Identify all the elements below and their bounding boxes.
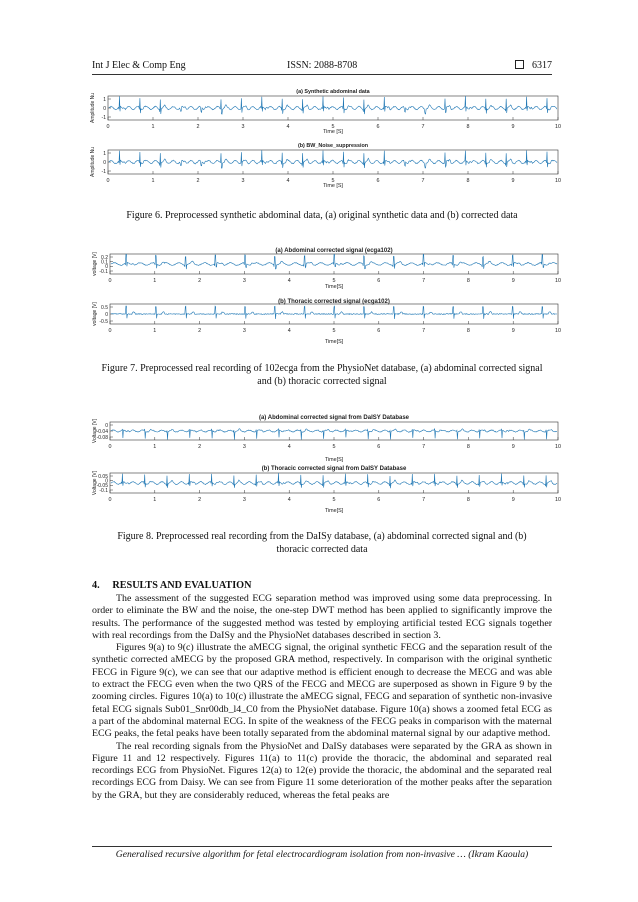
x-tick-label: 5 [332,444,336,450]
x-axis-label: Time[S] [324,339,344,345]
x-tick-label: 2 [198,278,202,284]
y-tick-label: -0.05 [96,483,108,490]
y-tick-label: 0 [105,264,108,271]
x-tick-label: 9 [511,278,515,284]
x-tick-label: 2 [198,497,202,503]
y-tick-label: -0.04 [96,428,108,435]
x-tick-label: 0 [108,278,112,284]
x-tick-label: 4 [287,328,291,334]
y-tick-label: 0 [103,159,106,166]
header-rule [92,74,552,75]
panel-a [90,89,561,135]
x-tick-label: 1 [153,328,157,334]
x-tick-label: 0 [106,178,110,184]
y-tick-label: 0.2 [101,254,108,261]
x-tick-label: 5 [331,178,335,184]
y-tick-label: 0 [105,478,108,485]
panel-title: (a) Synthetic abdominal data [296,89,370,95]
paragraph-1: The assessment of the suggested ECG separation method was improved using some data preprocessing. In order to eliminate the BW and the noise, the one-step DWT method has been applied to significantly improve the results. The performance of the suggested method was tested by employing artificial tested ECG signals together with real recordings from the DaISy and the PhysioNet databases described in section 3. [92,593,552,641]
section-title: RESULTS AND EVALUATION [112,580,252,591]
x-tick-label: 8 [466,444,470,450]
panel-b [92,299,561,345]
signal-line [111,473,557,488]
x-axis-label: Time [S] [323,129,343,135]
issn: ISSN: 2088-8708 [287,60,358,71]
figure-8-chart [86,408,562,512]
panel-b [92,466,561,514]
panel-title: (a) Abdominal corrected signal (ecga102) [275,248,393,254]
x-tick-label: 10 [555,124,561,130]
panel-b [90,143,561,189]
checkbox-square-icon [515,60,524,69]
x-tick-label: 4 [287,278,291,284]
x-tick-label: 1 [153,444,157,450]
x-tick-label: 7 [421,178,425,184]
x-tick-label: 8 [466,278,470,284]
figure-7-chart [86,244,562,344]
x-tick-label: 6 [377,328,381,334]
x-tick-label: 1 [151,124,155,130]
panel-a [92,415,561,463]
x-tick-label: 10 [555,328,561,334]
x-axis-label: Time[S] [324,284,344,290]
signal-line [109,96,557,114]
x-tick-label: 4 [286,178,290,184]
y-tick-label: -1 [101,168,106,175]
y-axis-label: Voltage [V] [92,470,98,496]
x-tick-label: 3 [241,124,245,130]
paragraph-3: The real recording signals from the PhysioNet and DaISy databases were separated by the GRA as shown in Figure 11 and 12 respectively. Figures 11(a) to 11(c) provide the thoracic, the abdominal and separated real recordings ECG from PhysioNet. Figures 12(a) to 12(e) provide the thoracic, the abdominal and the separated real recordings ECG from Daisy. We can see from Figure 11 some deterioration of the mother peaks after the separation by the GRA, but they are considerably reduced, whereas the fetal peaks are [92,740,552,801]
y-axis-label: Amplitude Nu [90,92,96,124]
x-tick-label: 1 [151,178,155,184]
section-number: 4. [92,580,100,591]
x-tick-label: 3 [242,497,246,503]
x-tick-label: 5 [332,278,336,284]
page-number: 6317 [532,60,552,71]
x-axis-label: Time[S] [324,508,344,514]
y-tick-label: 0.05 [98,473,108,480]
x-tick-label: 2 [196,124,200,130]
x-tick-label: 3 [242,328,246,334]
figure-7-caption: Figure 7. Preprocessed real recording of 102ecga from the PhysioNet database, (a) abdominal corrected signal and (b) thoracic corrected signal [101,363,543,387]
y-tick-label: 0.1 [101,259,108,266]
x-tick-label: 7 [422,497,426,503]
x-tick-label: 0 [106,124,110,130]
x-axis-label: Time [S] [323,183,343,189]
panel-title: (b) Thoracic corrected signal (ecga102) [278,299,390,305]
x-tick-label: 8 [466,178,470,184]
x-tick-label: 8 [466,124,470,130]
x-tick-label: 8 [466,328,470,334]
x-tick-label: 3 [242,444,246,450]
x-tick-label: 3 [241,178,245,184]
y-tick-label: 1 [103,96,106,103]
y-tick-label: -0.1 [99,268,108,275]
x-tick-label: 1 [153,278,157,284]
x-tick-label: 2 [196,178,200,184]
panel-title: (b) BW_Noise_suppression [297,143,369,149]
x-tick-label: 4 [287,497,291,503]
x-tick-label: 4 [286,124,290,130]
x-tick-label: 6 [377,444,381,450]
x-tick-label: 5 [332,497,336,503]
y-axis-label: Voltage [V] [92,418,98,444]
x-tick-label: 9 [511,444,515,450]
figure-6-chart [92,86,562,194]
y-tick-label: 0 [103,105,106,112]
journal-name: Int J Elec & Comp Eng [92,60,186,71]
x-tick-label: 6 [376,178,380,184]
x-tick-label: 6 [377,278,381,284]
x-tick-label: 9 [511,328,515,334]
x-tick-label: 1 [153,497,157,503]
x-tick-label: 2 [198,328,202,334]
figure-6 [92,86,562,194]
x-tick-label: 5 [331,124,335,130]
paragraph-2: Figures 9(a) to 9(c) illustrate the aMECG signal, the original synthetic FECG and the separation result of the synthetic corrected aMECG by the proposed GRA method, respectively. In comparison with the original synthetic FECG in Figure 9(c), we can see that our adaptive method is efficient enough to decrease the MECG and was able to extract the FECG even when the two QRS of the FECG and MECG are superposed as shown in Figure 9 by the zooming circles. Figures 10(a) to 10(c) illustrate the aMECG signal, FECG and separation of synthetic non-invasive fetal ECG signals Sub01_Snr00db_l4_C0 from the PhysioNet database. Figure 10(a) shows a zoomed fetal ECG as a part of the abdominal maternal ECG. In spite of the weakness of the FECG peaks in comparison with the maternal ECG peaks, the fetal peaks have been totally separated from the abdominal maternal signal by our adaptive method. [92,642,552,740]
x-tick-label: 5 [332,328,336,334]
x-tick-label: 0 [108,497,112,503]
x-tick-label: 7 [421,124,425,130]
x-tick-label: 7 [422,328,426,334]
y-axis-label: Amplitude Nu [90,146,96,178]
signal-line [111,254,557,269]
signal-line [109,150,557,168]
x-tick-label: 6 [376,124,380,130]
panel-title: (a) Abdominal corrected signal from DaISY Database [258,415,410,421]
figure-8 [86,408,562,512]
x-tick-label: 9 [511,124,515,130]
y-axis-label: voltage [V] [92,252,98,276]
x-tick-label: 10 [555,178,561,184]
x-axis-label: Time[S] [324,457,344,463]
x-tick-label: 10 [555,497,561,503]
x-tick-label: 8 [466,497,470,503]
x-tick-label: 2 [198,444,202,450]
panel-a [92,248,561,290]
x-tick-label: 9 [511,497,515,503]
footer-rule [92,846,552,847]
y-tick-label: -0.5 [99,318,108,325]
x-tick-label: 0 [108,328,112,334]
body-text [92,593,552,802]
signal-line [111,306,557,319]
x-tick-label: 9 [511,178,515,184]
x-tick-label: 6 [377,497,381,503]
x-tick-label: 7 [422,444,426,450]
panel-title: (b) Thoracic corrected signal from DaISY Database [261,466,407,472]
y-tick-label: -0.1 [99,487,108,494]
y-tick-label: 0 [105,422,108,429]
x-tick-label: 4 [287,444,291,450]
figure-8-caption: Figure 8. Preprocessed real recording from the DaISy database, (a) abdominal corrected signal and (b) thoracic corrected data [117,531,527,555]
y-tick-label: -0.08 [96,434,108,441]
y-tick-label: -1 [101,114,106,121]
x-tick-label: 10 [555,278,561,284]
x-tick-label: 0 [108,444,112,450]
y-tick-label: 1 [103,150,106,157]
section-heading [92,580,251,591]
x-tick-label: 7 [422,278,426,284]
y-tick-label: 0 [105,311,108,318]
figure-6-caption: Figure 6. Preprocessed synthetic abdominal data, (a) original synthetic data and (b) corrected data [126,210,518,221]
figure-7 [86,244,562,344]
y-tick-label: 0.5 [101,304,108,311]
running-footer: Generalised recursive algorithm for fetal electrocardiogram isolation from non-invasive … (Ikram Kaoula) [115,849,529,860]
x-tick-label: 10 [555,444,561,450]
y-axis-label: voltage [V] [92,302,98,326]
x-tick-label: 3 [242,278,246,284]
